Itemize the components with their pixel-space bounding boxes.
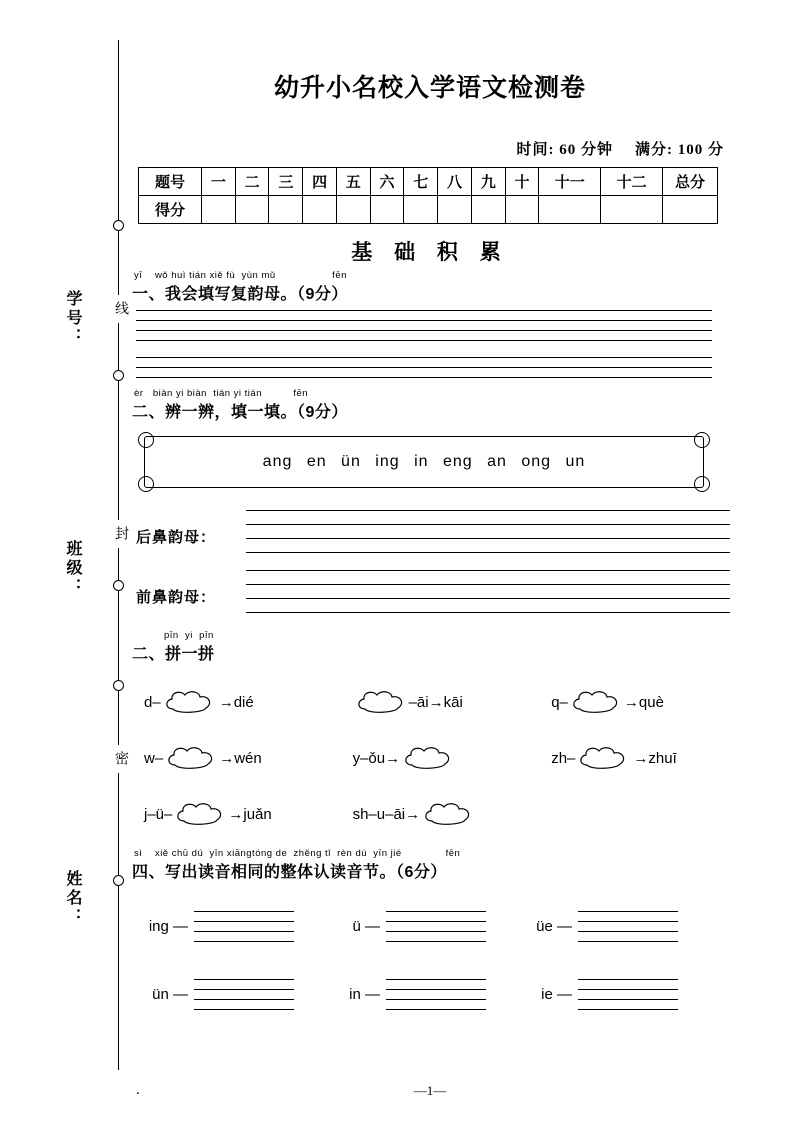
word-bank-content: ang en ün ing in eng an ong un bbox=[262, 453, 586, 470]
cloud-blank-icon[interactable] bbox=[570, 689, 622, 715]
answer-lines-back-nasal[interactable] bbox=[246, 510, 730, 553]
table-row-question-numbers bbox=[139, 168, 718, 196]
cloud-suffix: →què bbox=[623, 693, 664, 711]
question-4-pinyin: sì xiě chū dú yīn xiāngtóng de zhěng tǐ rèn dú yīn jié fēn bbox=[134, 848, 461, 859]
seal-dot bbox=[113, 220, 124, 231]
q-no-5: 五 bbox=[336, 168, 370, 196]
score-cell-11[interactable] bbox=[539, 196, 601, 224]
page-number: —1— bbox=[413, 1083, 447, 1098]
cloud-prefix: w– bbox=[144, 749, 164, 767]
cloud-item bbox=[353, 745, 552, 771]
seal-dot bbox=[113, 580, 124, 591]
q4-item bbox=[520, 911, 712, 942]
q-no-4: 四 bbox=[303, 168, 337, 196]
q4-item bbox=[136, 979, 328, 1010]
q4-item bbox=[328, 911, 520, 942]
cloud-blank-icon[interactable] bbox=[422, 801, 474, 827]
question-1-text: 一、我会填写复韵母。（9分） bbox=[132, 286, 348, 303]
answer-lines[interactable] bbox=[386, 979, 486, 1010]
q-no-7: 七 bbox=[404, 168, 438, 196]
section-banner: 基 础 积 累 bbox=[351, 241, 509, 264]
question-3-text: 二、拼一拼 bbox=[132, 646, 215, 663]
cloud-prefix: j–ü– bbox=[144, 805, 173, 823]
cloud-exercise-grid bbox=[134, 674, 730, 842]
cloud-suffix: –āi→kāi bbox=[408, 693, 463, 711]
cloud-item bbox=[353, 689, 552, 715]
row-label: 题号 bbox=[139, 168, 202, 196]
cloud-item bbox=[551, 689, 730, 715]
q4-lead-ing: ing — bbox=[148, 917, 188, 935]
q4-answer-grid bbox=[136, 892, 730, 1028]
question-1 bbox=[130, 270, 730, 304]
cloud-blank-icon[interactable] bbox=[355, 689, 407, 715]
q4-row bbox=[136, 892, 730, 960]
question-2-text: 二、辨一辨，填一填。（9分） bbox=[132, 404, 348, 421]
q-no-12: 十二 bbox=[601, 168, 663, 196]
score-cell-2[interactable] bbox=[235, 196, 269, 224]
score-cell-12[interactable] bbox=[601, 196, 663, 224]
answer-lines[interactable] bbox=[578, 979, 678, 1010]
q4-lead-in: in — bbox=[349, 985, 380, 1003]
score-cell-5[interactable] bbox=[336, 196, 370, 224]
answer-lines[interactable] bbox=[578, 911, 678, 942]
cloud-item bbox=[134, 801, 353, 827]
q4-lead-u-umlaut: ü — bbox=[352, 917, 380, 935]
cloud-prefix: q– bbox=[551, 693, 568, 711]
score-cell-3[interactable] bbox=[269, 196, 303, 224]
q-no-6: 六 bbox=[370, 168, 404, 196]
q4-lead-ie: ie — bbox=[541, 985, 572, 1003]
q-no-8: 八 bbox=[438, 168, 472, 196]
cloud-row bbox=[134, 674, 730, 730]
label-front-nasal: 前鼻韵母： bbox=[136, 589, 217, 606]
answer-lines-front-nasal[interactable] bbox=[246, 570, 730, 613]
cloud-prefix: zh– bbox=[551, 749, 576, 767]
cloud-item bbox=[353, 801, 552, 827]
cloud-item bbox=[134, 689, 353, 715]
question-3 bbox=[130, 630, 730, 664]
q-no-total: 总分 bbox=[663, 168, 718, 196]
q4-lead-un: ün — bbox=[152, 985, 188, 1003]
score-table bbox=[138, 167, 718, 224]
exam-full-score: 满分: 100 分 bbox=[635, 142, 724, 158]
answer-group-back-nasal bbox=[136, 510, 730, 562]
cloud-row bbox=[134, 786, 730, 842]
cloud-suffix: →dié bbox=[218, 693, 254, 711]
cloud-blank-icon[interactable] bbox=[163, 689, 215, 715]
cloud-suffix: →juǎn bbox=[228, 805, 272, 823]
question-2 bbox=[130, 388, 730, 422]
answer-lines-q1[interactable] bbox=[136, 310, 712, 378]
exam-page bbox=[130, 0, 730, 1121]
cloud-item bbox=[551, 745, 730, 771]
word-bank-box bbox=[144, 436, 704, 488]
question-2-pinyin: èr biàn yi biàn tián yi tián fēn bbox=[134, 388, 309, 399]
question-4-text: 四、写出读音相同的整体认读音节。（6分） bbox=[132, 864, 447, 881]
question-1-pinyin: yī wǒ huì tián xiě fù yùn mǔ fēn bbox=[134, 270, 347, 281]
q-no-2: 二 bbox=[235, 168, 269, 196]
cloud-row bbox=[134, 730, 730, 786]
answer-lines[interactable] bbox=[194, 911, 294, 942]
footer-mark: . bbox=[136, 1082, 140, 1098]
label-back-nasal: 后鼻韵母： bbox=[136, 529, 217, 546]
q-no-11: 十一 bbox=[539, 168, 601, 196]
cloud-prefix: y–ǒu→ bbox=[352, 749, 401, 767]
q4-lead-ue: üe — bbox=[536, 917, 572, 935]
score-cell-9[interactable] bbox=[471, 196, 505, 224]
cloud-item bbox=[134, 745, 353, 771]
q4-item bbox=[520, 979, 712, 1010]
cloud-prefix: d– bbox=[144, 693, 161, 711]
seal-dot bbox=[113, 680, 124, 691]
word-bank-scroll bbox=[136, 432, 712, 494]
seal-word-line: 线 bbox=[108, 295, 130, 323]
score-cell-10[interactable] bbox=[505, 196, 539, 224]
field-student-id: 学号： bbox=[64, 290, 81, 347]
question-3-pinyin: pīn yi pīn bbox=[164, 630, 214, 641]
score-cell-7[interactable] bbox=[404, 196, 438, 224]
score-cell-total[interactable] bbox=[663, 196, 718, 224]
field-class: 班级： bbox=[64, 540, 81, 597]
answer-lines[interactable] bbox=[386, 911, 486, 942]
page-title: 幼升小名校入学语文检测卷 bbox=[273, 74, 586, 102]
question-4 bbox=[130, 848, 730, 882]
cloud-blank-icon[interactable] bbox=[577, 745, 629, 771]
q4-item bbox=[328, 979, 520, 1010]
answer-lines[interactable] bbox=[194, 979, 294, 1010]
q-no-9: 九 bbox=[471, 168, 505, 196]
q4-item bbox=[136, 911, 328, 942]
score-cell-4[interactable] bbox=[303, 196, 337, 224]
field-name: 姓名： bbox=[64, 870, 81, 927]
score-cell-8[interactable] bbox=[438, 196, 472, 224]
q4-row bbox=[136, 960, 730, 1028]
seal-word-seal: 封 bbox=[108, 520, 130, 548]
cloud-suffix: →wén bbox=[219, 749, 262, 767]
seal-dot bbox=[113, 875, 124, 886]
q-no-10: 十 bbox=[505, 168, 539, 196]
cloud-blank-icon[interactable] bbox=[402, 745, 454, 771]
seal-vertical-line bbox=[118, 40, 119, 1070]
cloud-suffix: →zhuī bbox=[633, 749, 677, 767]
row-label: 得分 bbox=[139, 196, 202, 224]
exam-meta bbox=[130, 138, 730, 159]
q-no-1: 一 bbox=[202, 168, 236, 196]
score-cell-6[interactable] bbox=[370, 196, 404, 224]
table-row-scores bbox=[139, 196, 718, 224]
cloud-prefix: sh–u–āi→ bbox=[352, 805, 421, 823]
score-cell-1[interactable] bbox=[202, 196, 236, 224]
q-no-3: 三 bbox=[269, 168, 303, 196]
seal-word-secret: 密 bbox=[108, 745, 130, 773]
answer-group-front-nasal bbox=[136, 570, 730, 622]
exam-time: 时间: 60 分钟 bbox=[516, 142, 613, 158]
seal-dot bbox=[113, 370, 124, 381]
cloud-blank-icon[interactable] bbox=[174, 801, 226, 827]
cloud-blank-icon[interactable] bbox=[165, 745, 217, 771]
